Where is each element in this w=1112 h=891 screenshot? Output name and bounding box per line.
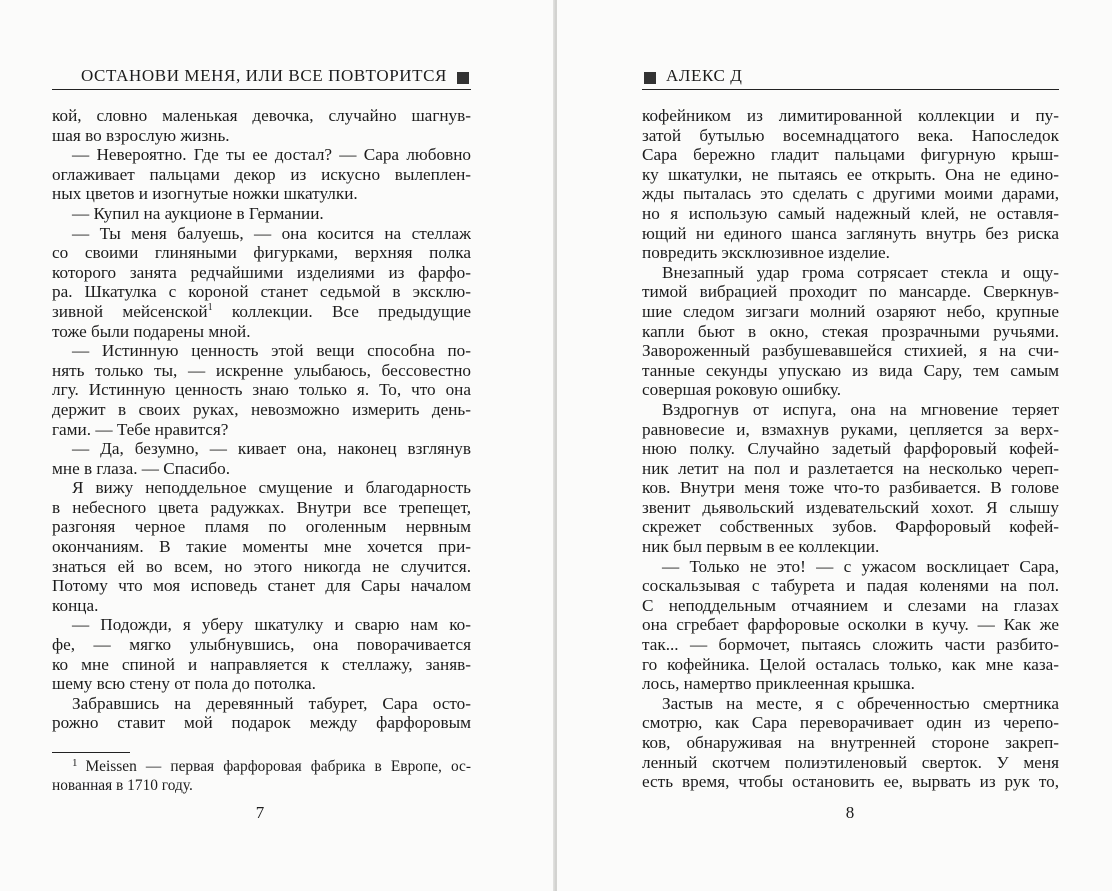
text-line: так... — бормочет, пытаясь сложить части разбито- (642, 635, 1059, 655)
text-line: Я вижу неподдельное смущение и благодарность (72, 478, 471, 498)
text-line: — Подожди, я уберу шкатулку и сварю нам ко- (72, 615, 471, 635)
text-line: нять только ты, — искренне улыбаюсь, бессовестно (52, 360, 471, 380)
text-line: ник был первым в ее коллекции. (642, 537, 880, 557)
text-line: лгу. Истинную ценность знаю только я. То, что она (52, 380, 471, 400)
text-line: ющий ни единого шанса заглянуть внутрь без риска (642, 223, 1059, 243)
footnote-reference: 1 (207, 301, 213, 313)
text-line: держит в своих руках, невозможно измерить день- (52, 399, 471, 419)
text-line: со своими глиняными фигурками, верхняя полка (52, 243, 471, 263)
text-line: капли бьют в окно, стекая прозрачными ручьями. (642, 321, 1059, 341)
footnote-text: Meissen — первая фарфоровая фабрика в Европе, ос- (85, 758, 471, 775)
text-line: ник летит на пол и разлетается на несколько череп- (642, 458, 1059, 478)
text-line: ков. Внутри меня тоже что-то разбивается. В голове (642, 478, 1059, 498)
footnote-line (52, 757, 471, 776)
text-line: — Да, безумно, — кивает она, наконец взглянув (72, 439, 471, 459)
text-line: рожно ставит мой подарок между фарфоровым (52, 713, 471, 733)
text-line: танные секунды упускаю из вида Сару, тем самым (642, 360, 1059, 380)
text-line: гами. — Тебе нравится? (52, 419, 229, 439)
header-square-icon (457, 72, 469, 84)
text-line: мне в глаза. — Спасибо. (52, 458, 231, 478)
text-line: шие следом зигзаги молний озаряют небо, крупные (642, 301, 1059, 321)
left-header-title: ОСТАНОВИ МЕНЯ, ИЛИ ВСЕ ПОВТОРИТСЯ (80, 66, 447, 85)
text-line: Застыв на месте, я с обреченностью смертника (662, 693, 1059, 713)
left-page (0, 0, 555, 891)
page-number: 8 (845, 803, 855, 822)
text-line: ко мне спиной и направляется к стеллажу, заняв- (52, 654, 471, 674)
right-body-text (642, 106, 1059, 792)
text-line: кофейником из лимитированной коллекции и пу- (642, 106, 1059, 125)
text-line: го кофейника. Целой осталась только, как мне каза- (642, 654, 1059, 674)
text-line: окончаниям. В такие моменты мне хочется при- (52, 537, 471, 557)
text-line: разгоняя черное пламя по оголенным нервным (52, 517, 471, 537)
text-line: — Истинную ценность этой вещи способна по- (72, 341, 471, 361)
left-running-header (52, 64, 471, 90)
text-line: — Ты меня балуешь, — она косится на стеллаж (72, 223, 471, 243)
text-line: Потому что моя исповедь станет для Сары началом (52, 576, 471, 596)
text-line: тоже были подарены мной. (52, 321, 251, 341)
page-number: 7 (255, 803, 265, 822)
text-line: есть время, чтобы остановить ее, вырвать из рук то, (642, 772, 1059, 792)
text-line: жды пыталась это сделать с другими моими дарами, (642, 184, 1059, 204)
text-line: фе, — мягко улыбнувшись, она поворачивается (52, 635, 471, 655)
header-square-icon (644, 72, 656, 84)
text-line (52, 302, 471, 322)
text-line: ленный скотчем полиэтиленовый сверток. У меня (642, 752, 1059, 772)
text-line: Завороженный разбушевавшейся стихией, я на счи- (642, 341, 1059, 361)
text-line: знаться ей во всем, но этого никогда не случится. (52, 556, 471, 576)
left-body-text (52, 106, 471, 733)
text-line: конца. (52, 595, 99, 615)
text-line: совершая роковую ошибку. (642, 380, 842, 400)
right-running-header (642, 64, 1059, 90)
text-line: скрежет собственных зубов. Фарфоровый кофей- (642, 517, 1059, 537)
text-line: оглаживает пальцами декор из искусно вылеплен- (52, 164, 471, 184)
right-page (557, 0, 1112, 891)
text-line: ку шкатулки, не пытаясь ее открыть. Она не едино- (642, 164, 1059, 184)
text-fragment: зивной мейсенской (52, 301, 208, 321)
text-line: кой, словно маленькая девочка, случайно шагнув- (52, 106, 471, 125)
text-line: ра. Шкатулка с короной станет седьмой в эксклю- (52, 282, 471, 302)
footnote-line: нованная в 1710 году. (52, 777, 193, 794)
text-line: ков, обнаруживая на внутренней стороне закреп- (642, 733, 1059, 752)
text-line: — Только не это! — с ужасом восклицает Сара, (662, 556, 1059, 576)
text-line: лось, намертво приклеенная крышка. (642, 674, 915, 694)
text-line: Сара бережно гладит пальцами фигурную крыш- (642, 145, 1059, 165)
text-line: шая во взрослую жизнь. (52, 125, 230, 145)
text-line: соскальзывая с табурета и падая коленями на пол. (642, 576, 1059, 596)
text-line: Вздрогнув от испуга, она на мгновение теряет (662, 399, 1059, 419)
text-line: звенит дьявольский издевательский хохот. Я слышу (642, 497, 1059, 517)
right-header-title: АЛЕКС Д (666, 66, 743, 85)
footnote (52, 757, 471, 795)
text-line: нюю полку. Случайно задетый фарфоровый кофей- (642, 439, 1059, 459)
text-line: — Купил на аукционе в Германии. (72, 203, 324, 223)
footnote-divider (52, 752, 130, 753)
text-line: в небесного цвета радужках. Внутри все трепещет, (52, 497, 471, 517)
text-line: тимой вибрацией проходит по мансарде. Сверкнув- (642, 282, 1059, 302)
text-line: шему всю стену от пола до потолка. (52, 674, 316, 694)
text-line: Забравшись на деревянный табурет, Сара осто- (72, 693, 471, 713)
text-line: затой бутылью восемнадцатого века. Напоследок (642, 125, 1059, 145)
text-line: она сгребает фарфоровые осколки в кучу. — Как же (642, 615, 1059, 635)
text-fragment: коллекции. Все предыдущие (231, 301, 471, 321)
text-line: смотрю, как Сара переворачивает один из черепо- (642, 713, 1059, 733)
text-line: равновесие и, взмахнув руками, цепляется за верх- (642, 419, 1059, 439)
text-line: С неподдельным отчаянием и слезами на глазах (642, 595, 1059, 615)
text-line: Внезапный удар грома сотрясает стекла и ощу- (662, 262, 1059, 282)
text-line: — Невероятно. Где ты ее достал? — Сара любовно (72, 145, 471, 165)
text-line: повредить эксклюзивное изделие. (642, 243, 890, 263)
text-line: но я использую самый надежный клей, не оставля- (642, 203, 1059, 223)
text-line: ных цветов и изогнутые ножки шкатулки. (52, 184, 358, 204)
text-line: которого занята редчайшими изделиями из фарфо- (52, 262, 471, 282)
footnote-marker: 1 (72, 757, 78, 769)
